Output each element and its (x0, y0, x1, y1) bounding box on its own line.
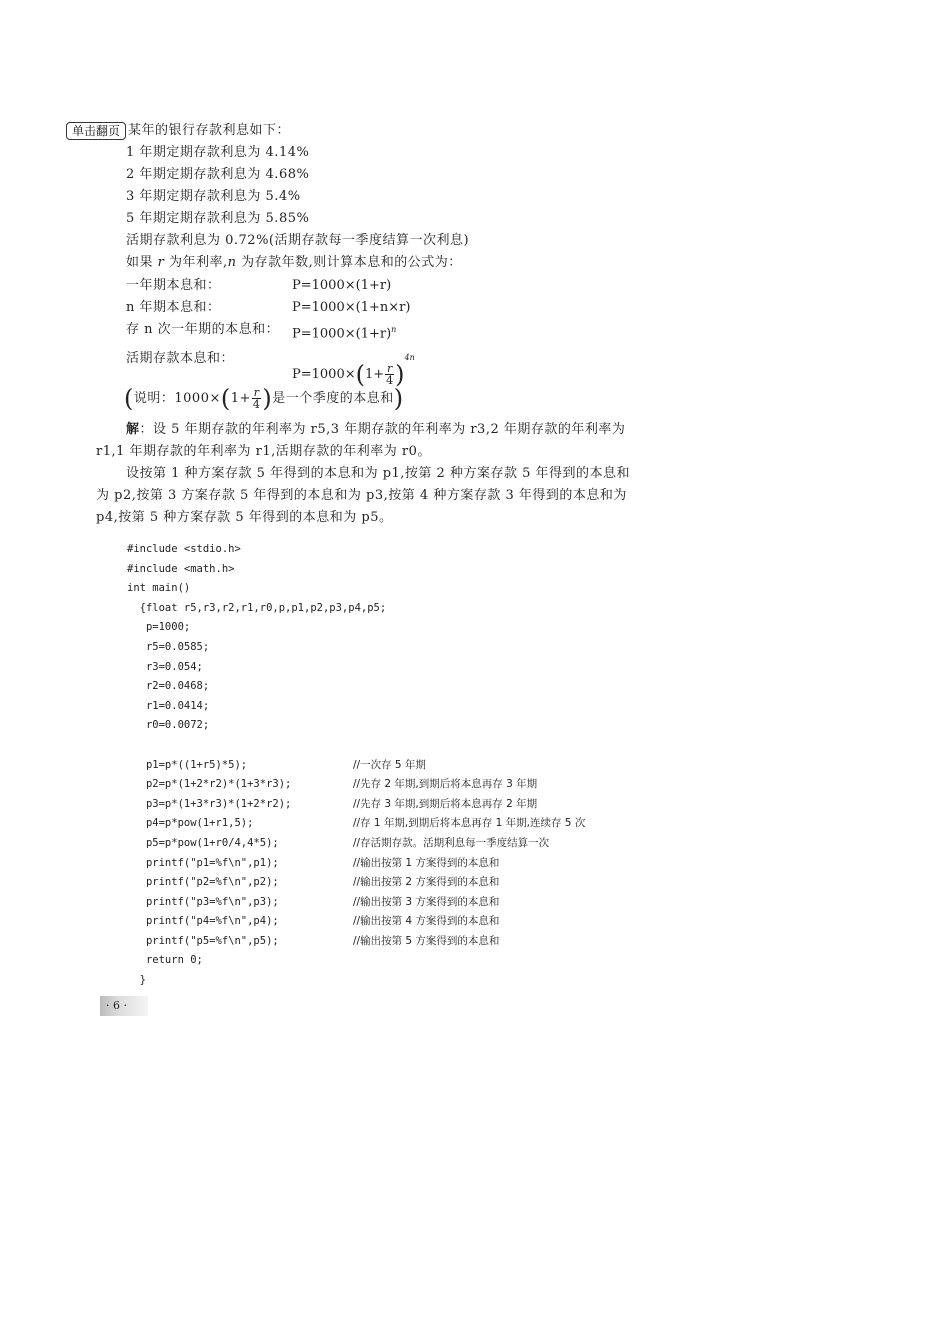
note-fraction (252, 387, 262, 410)
code-line (127, 697, 386, 717)
code-line (127, 951, 386, 971)
code-block (127, 540, 586, 991)
formula-expr-4 (292, 343, 415, 390)
code-line (127, 618, 386, 638)
solution-text-1: ：设 5 年期存款的年利率为 r5,3 年期存款的年利率为 r3,2 年期存款的年利率为 (139, 422, 626, 437)
code-line (127, 971, 386, 991)
note-inner-paren-right: ) (262, 384, 273, 413)
code-comment: //存活期存款。活期利息每一季度结算一次 (353, 836, 550, 849)
fraction-num: r (387, 362, 393, 375)
rate-line-5: 活期存款利息为 0.72%(活期存款每一季度结算一次利息) (126, 233, 470, 248)
solution-line-1 (126, 422, 625, 438)
code-line (127, 834, 550, 854)
paren-right: ) (395, 360, 405, 389)
code-text: r0=0.0072; (127, 719, 210, 732)
code-text: p2=p*(1+2*r2)*(1+3*r3); (127, 778, 292, 791)
formula-intro-n: n (227, 255, 237, 270)
formula-intro-pre: 如果 (126, 255, 158, 270)
code-text: int main() (127, 582, 191, 595)
note-pre: 说明：1000× (133, 391, 221, 406)
code-comment: //输出按第 4 方案得到的本息和 (353, 915, 500, 928)
formula-intro-r: r (157, 255, 165, 270)
code-text: printf("p5=%f\n",p5); (127, 934, 279, 947)
code-comment: //先存 2 年期,到期后将本息再存 3 年期 (353, 778, 538, 791)
code-text: r3=0.054; (127, 660, 203, 673)
formula-intro-post: 为存款年数,则计算本息和的公式为： (236, 255, 462, 270)
code-line (127, 716, 386, 736)
code-text: p1=p*((1+r5)*5); (127, 758, 248, 771)
code-line (127, 736, 386, 756)
code-text: printf("p1=%f\n",p1); (127, 856, 279, 869)
code-line (127, 677, 386, 697)
formula-expr-3 (292, 322, 396, 342)
code-text: p4=p*pow(1+r1,5); (127, 817, 254, 830)
formula-expr-3-exp: n (391, 325, 397, 334)
fraction-den: 4 (386, 374, 394, 387)
code-text: p3=p*(1+3*r3)*(1+2*r2); (127, 797, 292, 810)
code-line (127, 873, 500, 893)
code-comment: //输出按第 5 方案得到的本息和 (353, 934, 500, 947)
formula-label-3: 存 n 次一年期的本息和： (126, 322, 280, 337)
code-line (127, 756, 426, 776)
formula-expr-4-exp: 4n (404, 353, 415, 362)
code-line (127, 795, 538, 815)
code-line (127, 638, 386, 658)
note-post: 是一个季度的本息和 (272, 391, 394, 406)
rate-line-3: 3 年期定期存款利息为 5.4% (126, 189, 301, 204)
formula-label-1: 一年期本息和： (126, 278, 221, 293)
note-fraction-num: r (253, 386, 260, 399)
page-turn-button[interactable]: 单击翻页 (66, 122, 126, 140)
code-line (127, 932, 500, 952)
code-text: r2=0.0468; (127, 680, 210, 693)
code-text: printf("p3=%f\n",p3); (127, 895, 279, 908)
fraction-r-over-4 (385, 363, 394, 386)
code-text: r5=0.0585; (127, 640, 210, 653)
intro-text: 某年的银行存款利息如下： (128, 123, 291, 138)
solution-line-2: r1,1 年期存款的年利率为 r1,活期存款的年利率为 r0。 (96, 444, 431, 459)
code-comment: //输出按第 2 方案得到的本息和 (353, 876, 500, 889)
note-fraction-den: 4 (252, 398, 261, 411)
formula-expr-4-pre: P=1000× (292, 367, 356, 382)
code-comment: //输出按第 1 方案得到的本息和 (353, 856, 500, 869)
solution-line-4: 为 p2,按第 3 方案存款 5 年得到的本息和为 p3,按第 4 种方案存款 3 年得到的本息和为 (96, 488, 627, 503)
code-text: p5=p*pow(1+r0/4,4*5); (127, 836, 279, 849)
code-line (127, 775, 538, 795)
code-line (127, 854, 500, 874)
formula-intro-mid: 为年利率, (164, 255, 228, 270)
code-line (127, 814, 586, 834)
formula-expr-2: P=1000×(1+n×r) (292, 300, 411, 315)
solution-line-5: p4,按第 5 种方案存款 5 年得到的本息和为 p5。 (96, 510, 393, 525)
code-text: #include <stdio.h> (127, 543, 241, 555)
rate-line-4: 5 年期定期存款利息为 5.85% (126, 211, 310, 226)
rate-line-2: 2 年期定期存款利息为 4.68% (126, 167, 310, 182)
code-text: p=1000; (127, 621, 191, 634)
formula-expr-4-one: 1+ (365, 367, 385, 382)
code-text: printf("p4=%f\n",p4); (127, 915, 279, 928)
code-text: r1=0.0414; (127, 699, 210, 712)
code-line (127, 540, 386, 560)
formula-label-2: n 年期本息和： (126, 300, 221, 315)
code-text: {float r5,r3,r2,r1,r0,p,p1,p2,p3,p4,p5; (127, 601, 387, 614)
formula-expr-1: P=1000×(1+r) (292, 278, 392, 293)
code-line (127, 560, 386, 580)
code-comment: //存 1 年期,到期后将本息再存 1 年期,连续存 5 次 (353, 817, 586, 830)
code-line (127, 658, 386, 678)
code-line (127, 579, 386, 599)
note-paren-left: ( (124, 384, 134, 413)
paren-left: ( (355, 360, 365, 389)
formula-expr-3-base: P=1000×(1+r) (292, 326, 392, 342)
code-text: printf("p2=%f\n",p2); (127, 876, 279, 889)
code-text: } (127, 974, 146, 987)
page-number: · 6 · (100, 996, 148, 1016)
code-line (127, 599, 386, 619)
rate-line-1: 1 年期定期存款利息为 4.14% (126, 145, 310, 160)
note-line (124, 384, 404, 414)
note-one: 1+ (230, 391, 251, 406)
note-inner-paren-left: ( (220, 384, 231, 413)
note-paren-right: ) (393, 384, 404, 413)
formula-label-4: 活期存款本息和： (126, 351, 235, 366)
solution-label: 解 (126, 422, 140, 437)
code-text: return 0; (127, 954, 203, 967)
code-text: #include <math.h> (127, 562, 235, 575)
solution-line-3: 设按第 1 种方案存款 5 年得到的本息和为 p1,按第 2 种方案存款 5 年得到的本息和 (126, 466, 631, 481)
formula-intro (126, 255, 462, 271)
code-comment: //一次存 5 年期 (353, 758, 426, 771)
code-comment: //先存 3 年期,到期后将本息再存 2 年期 (353, 797, 538, 810)
code-line (127, 893, 500, 913)
code-comment: //输出按第 3 方案得到的本息和 (353, 895, 500, 908)
code-line (127, 912, 500, 932)
